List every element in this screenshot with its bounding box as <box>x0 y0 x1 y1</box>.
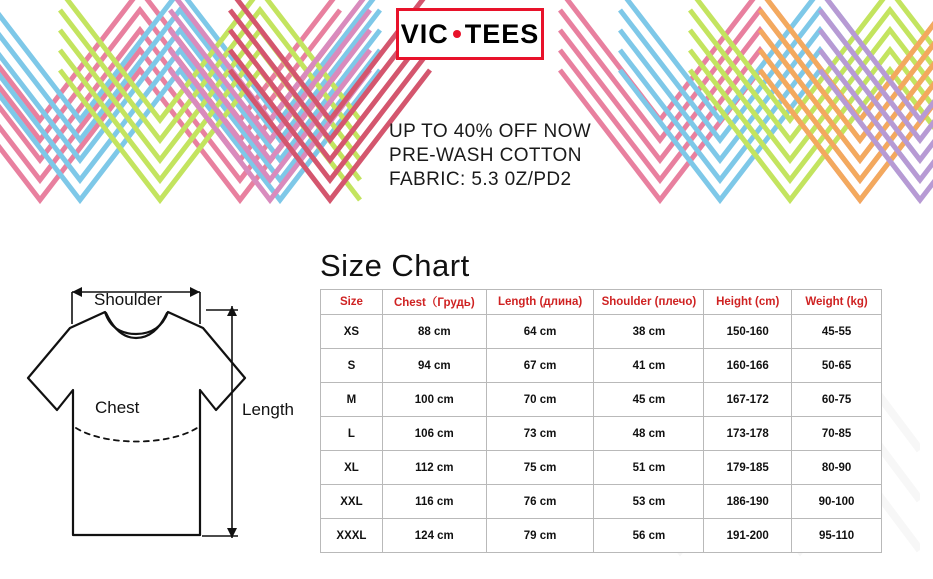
cell-chest: 94 cm <box>382 349 486 383</box>
table-row <box>321 519 882 553</box>
cell-weight: 45-55 <box>792 315 882 349</box>
diagram-label-length: Length <box>242 400 294 419</box>
cell-shoulder: 56 cm <box>594 519 704 553</box>
cell-shoulder: 41 cm <box>594 349 704 383</box>
cell-chest: 100 cm <box>382 383 486 417</box>
cell-size: XXXL <box>321 519 383 553</box>
cell-height: 173-178 <box>704 417 792 451</box>
size-chart-table <box>320 289 882 553</box>
diagram-label-chest: Chest <box>95 398 140 417</box>
size-chart-title: Size Chart <box>320 248 470 283</box>
cell-weight: 95-110 <box>792 519 882 553</box>
table-row <box>321 485 882 519</box>
cell-chest: 88 cm <box>382 315 486 349</box>
cell-length: 79 cm <box>486 519 594 553</box>
header-shoulder: Shoulder (плечо) <box>594 290 704 315</box>
brand-logo <box>396 8 544 60</box>
promo-text-block <box>389 120 591 192</box>
header-length: Length (длина) <box>486 290 594 315</box>
cell-height: 191-200 <box>704 519 792 553</box>
logo-text-vic: VIC <box>400 18 449 49</box>
promo-line-1: UP TO 40% OFF NOW <box>389 121 592 142</box>
table-row <box>321 315 882 349</box>
cell-height: 186-190 <box>704 485 792 519</box>
cell-size: XS <box>321 315 383 349</box>
dot-icon <box>453 30 461 38</box>
cell-shoulder: 48 cm <box>594 417 704 451</box>
table-row <box>321 349 882 383</box>
cell-weight: 80-90 <box>792 451 882 485</box>
cell-shoulder: 53 cm <box>594 485 704 519</box>
cell-shoulder: 51 cm <box>594 451 704 485</box>
cell-height: 167-172 <box>704 383 792 417</box>
cell-shoulder: 45 cm <box>594 383 704 417</box>
table-row <box>321 451 882 485</box>
cell-height: 150-160 <box>704 315 792 349</box>
cell-length: 75 cm <box>486 451 594 485</box>
cell-weight: 90-100 <box>792 485 882 519</box>
header-weight: Weight (kg) <box>792 290 882 315</box>
cell-height: 160-166 <box>704 349 792 383</box>
cell-chest: 116 cm <box>382 485 486 519</box>
cell-shoulder: 38 cm <box>594 315 704 349</box>
cell-weight: 70-85 <box>792 417 882 451</box>
cell-size: L <box>321 417 383 451</box>
cell-length: 73 cm <box>486 417 594 451</box>
header-height: Height (cm) <box>704 290 792 315</box>
table-row <box>321 383 882 417</box>
cell-weight: 60-75 <box>792 383 882 417</box>
table-header-row <box>321 290 882 315</box>
header-chest: Chest（Грудь) <box>382 290 486 315</box>
cell-size: M <box>321 383 383 417</box>
table-row <box>321 417 882 451</box>
diagram-label-shoulder: Shoulder <box>94 290 163 309</box>
logo-text-tees: TEES <box>464 18 540 49</box>
cell-height: 179-185 <box>704 451 792 485</box>
promo-line-3: FABRIC: 5.3 0Z/PD2 <box>389 169 572 190</box>
cell-length: 64 cm <box>486 315 594 349</box>
cell-size: S <box>321 349 383 383</box>
cell-chest: 112 cm <box>382 451 486 485</box>
cell-size: XXL <box>321 485 383 519</box>
cell-length: 70 cm <box>486 383 594 417</box>
cell-weight: 50-65 <box>792 349 882 383</box>
header-size: Size <box>321 290 383 315</box>
cell-size: XL <box>321 451 383 485</box>
cell-length: 67 cm <box>486 349 594 383</box>
cell-length: 76 cm <box>486 485 594 519</box>
cell-chest: 124 cm <box>382 519 486 553</box>
promo-line-2: PRE-WASH COTTON <box>389 145 582 166</box>
tshirt-diagram <box>10 250 310 570</box>
cell-chest: 106 cm <box>382 417 486 451</box>
